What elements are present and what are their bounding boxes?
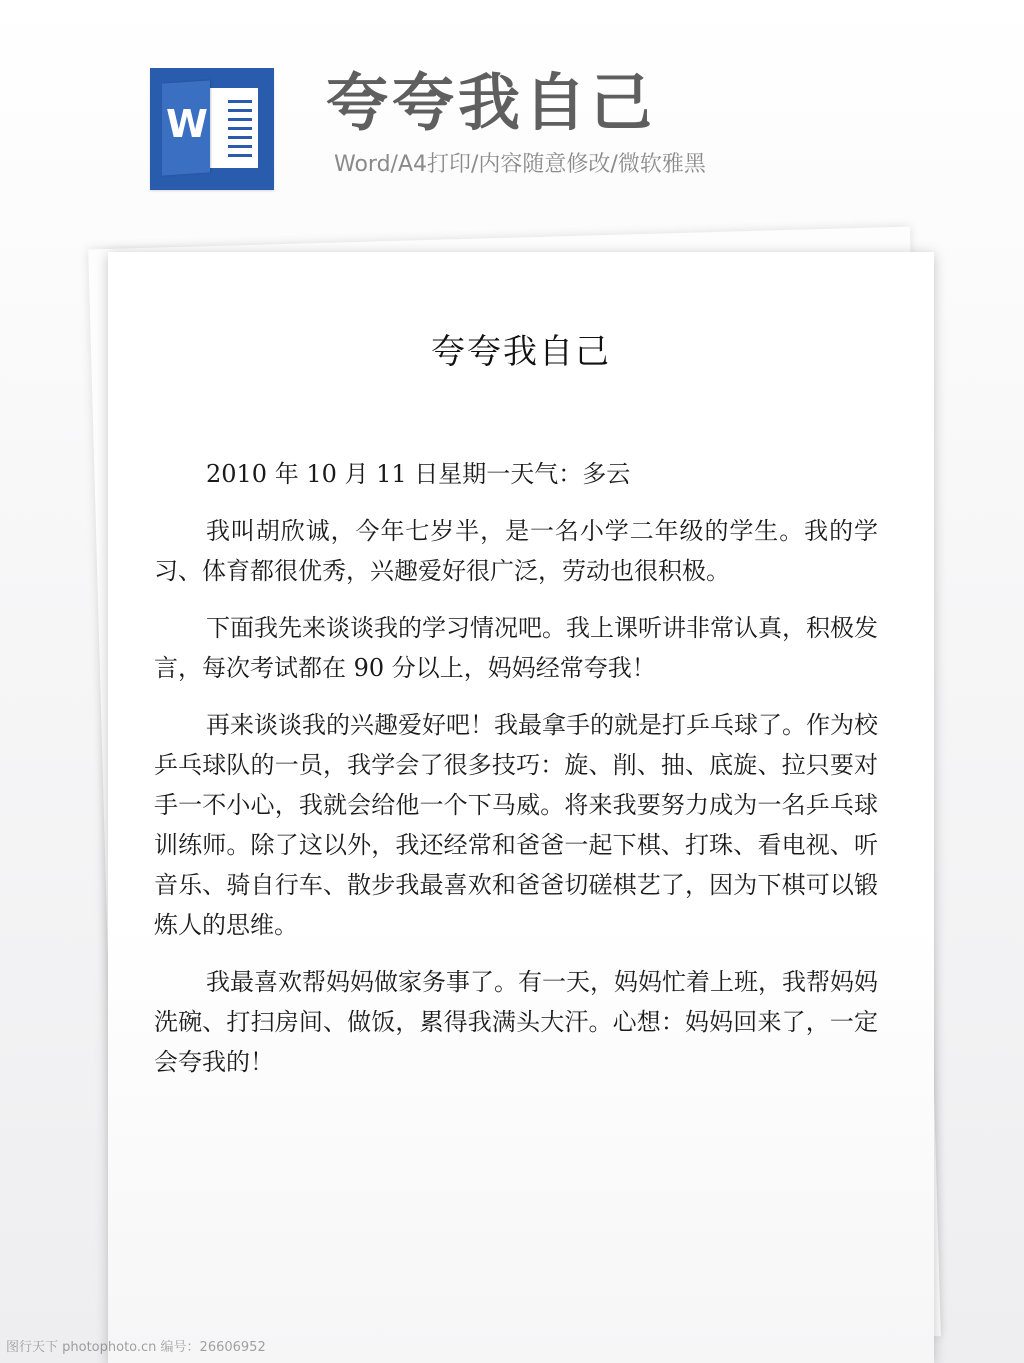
paragraph-intro: 我叫胡欣诚，今年七岁半，是一名小学二年级的学生。我的学习、体育都很优秀，兴趣爱好很广泛，劳动也很积极。 (154, 517, 878, 585)
paragraph-study: 下面我先来谈谈我的学习情况吧。我上课听讲非常认真，积极发言，每次考试都在 90 分以上，妈妈经常夸我！ (154, 614, 878, 682)
paragraph-chores: 我最喜欢帮妈妈做家务事了。有一天，妈妈忙着上班，我帮妈妈洗碗、打扫房间、做饭，累得我满头大汗。心想：妈妈回来了，一定会夸我的！ (154, 968, 878, 1076)
header (0, 0, 1024, 230)
header-title: 夸夸我自己 (326, 66, 657, 139)
date-weather-line: 2010 年 10 月 11 日星期一天气：多云 (206, 460, 631, 488)
document-title: 夸夸我自己 (431, 332, 611, 372)
document-body (154, 454, 878, 1099)
watermark: 图行天下 photophoto.cn 编号：26606952 (6, 1340, 266, 1355)
paragraph-hobbies: 再来谈谈我的兴趣爱好吧！我最拿手的就是打乒乓球了。作为校乒乓球队的一员，我学会了很多技巧：旋、削、抽、底旋、拉只要对手一不小心，我就会给他一个下马威。将来我要努力成为一名乒乓球训练师。除了这以外，我还经常和爸爸一起下棋、打珠、看电视、听音乐、骑自行车、散步我最喜欢和爸爸切磋棋艺了，因为下棋可以锻炼人的思维。 (154, 711, 878, 939)
word-letter: W (166, 102, 208, 146)
header-subtitle: Word/A4打印/内容随意修改/微软雅黑 (334, 152, 706, 177)
word-logo-icon (150, 68, 274, 190)
